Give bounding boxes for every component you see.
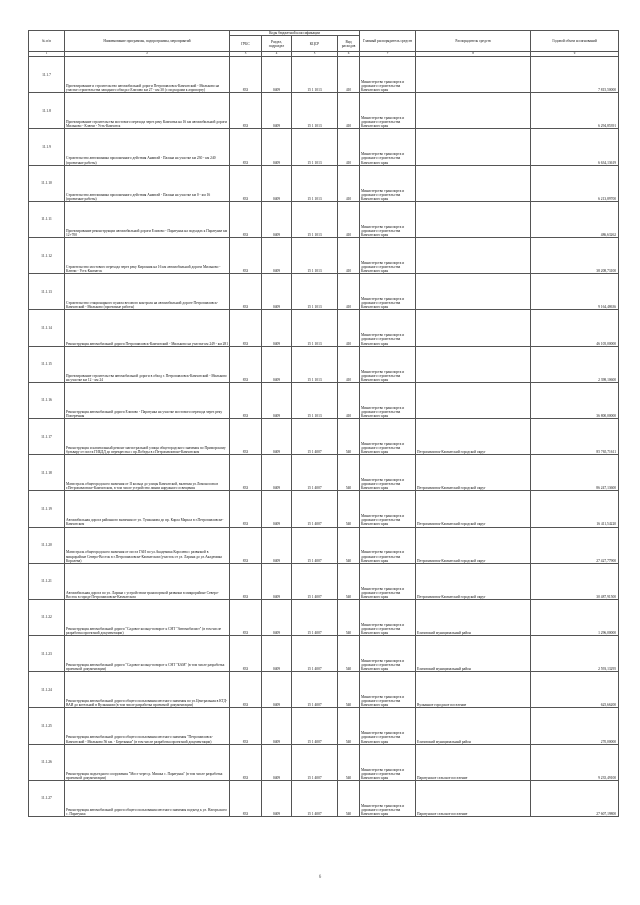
annual-volume: 38 208,73100 xyxy=(531,238,619,274)
main-manager: Министерство транспорта и дорожного строительства Камчатского края xyxy=(360,708,416,744)
main-manager: Министерство транспорта и дорожного строительства Камчатского края xyxy=(360,599,416,635)
grbs-code: 833 xyxy=(230,129,262,165)
row-number: 11.1.24 xyxy=(29,672,65,708)
annual-volume: 85 765,71611 xyxy=(531,418,619,454)
main-manager: Министерство транспорта и дорожного строительства Камчатского края xyxy=(360,780,416,816)
table-row xyxy=(29,780,619,816)
section-code: 0409 xyxy=(262,744,292,780)
measure-name: Магистраль общегородского значения от поста ГАИ по ул.Академика Королева с развязкой в микрорайоне Северо-Восток в г.Петропавловске-Камчатском (участок от ул. Ларина до ул.Академика Королева) xyxy=(65,527,230,563)
budget-table-page xyxy=(28,30,618,817)
column-index: 1 xyxy=(29,52,65,57)
annual-volume: 9 235,49100 xyxy=(531,744,619,780)
main-manager: Министерство транспорта и дорожного строительства Камчатского края xyxy=(360,491,416,527)
table-row xyxy=(29,708,619,744)
row-number: 11.1.18 xyxy=(29,455,65,491)
section-code: 0409 xyxy=(262,708,292,744)
expense-type-code: 540 xyxy=(338,527,360,563)
column-index: 4 xyxy=(262,52,292,57)
main-manager: Министерство транспорта и дорожного строительства Камчатского края xyxy=(360,165,416,201)
row-number: 11.1.10 xyxy=(29,165,65,201)
grbs-code: 833 xyxy=(230,93,262,129)
fund-manager xyxy=(416,93,531,129)
grbs-code: 833 xyxy=(230,744,262,780)
column-index: 5 xyxy=(292,52,338,57)
annual-volume: 46 105,00000 xyxy=(531,310,619,346)
annual-volume: 36 800,00000 xyxy=(531,382,619,418)
main-manager: Министерство транспорта и дорожного строительства Камчатского края xyxy=(360,57,416,93)
grbs-code: 833 xyxy=(230,57,262,93)
measure-name: Строительство автозимника проложенного действия Анавгай - Палана на участке км 230 - км 240 (проектные работы) xyxy=(65,129,230,165)
annual-volume: 7 815,50000 xyxy=(531,57,619,93)
measure-name: Реконструкция автомобильной дороги Елизово - Паратунка на участке мостового перехода через реку Поперечная xyxy=(65,382,230,418)
grbs-code: 833 xyxy=(230,672,262,708)
grbs-code: 833 xyxy=(230,238,262,274)
table-row xyxy=(29,346,619,382)
main-manager: Министерство транспорта и дорожного строительства Камчатского края xyxy=(360,274,416,310)
section-code: 0409 xyxy=(262,382,292,418)
section-code: 0409 xyxy=(262,238,292,274)
target-article-code: 15 1 4007 xyxy=(292,527,338,563)
column-index: 2 xyxy=(65,52,230,57)
fund-manager xyxy=(416,165,531,201)
section-code: 0409 xyxy=(262,165,292,201)
fund-manager: Елизовский муниципальный район xyxy=(416,708,531,744)
header-name: Наименование программы, подпрограммы, мероприятий xyxy=(65,31,230,52)
row-number: 11.1.12 xyxy=(29,238,65,274)
section-code: 0409 xyxy=(262,455,292,491)
section-code: 0409 xyxy=(262,563,292,599)
fund-manager: Паратунское сельское поселение xyxy=(416,744,531,780)
row-number: 11.1.23 xyxy=(29,636,65,672)
measure-name: Проектирование строительства мостового перехода через реку Камчатка на 16 км автомобильной дороги Мильково - Ключи - Усть-Камчатск xyxy=(65,93,230,129)
annual-volume: 27 427,77900 xyxy=(531,527,619,563)
expense-type-code: 410 xyxy=(338,238,360,274)
grbs-code: 833 xyxy=(230,165,262,201)
measure-name: Реконструкция автомобильной дороги общего пользования местного значения "Петропавловск-Камчатский - Мильково 56 км. - Березняки" (в том числе разработка проектной документации) xyxy=(65,708,230,744)
table-row xyxy=(29,201,619,237)
table-body xyxy=(29,57,619,817)
section-code: 0409 xyxy=(262,346,292,382)
grbs-code: 833 xyxy=(230,310,262,346)
annual-volume: 6 634,13619 xyxy=(531,129,619,165)
main-manager: Министерство транспорта и дорожного строительства Камчатского края xyxy=(360,563,416,599)
target-article-code: 15 1 4007 xyxy=(292,636,338,672)
expense-type-code: 540 xyxy=(338,455,360,491)
row-number: 11.1.8 xyxy=(29,93,65,129)
expense-type-code: 410 xyxy=(338,346,360,382)
table-row xyxy=(29,636,619,672)
grbs-code: 833 xyxy=(230,599,262,635)
fund-manager xyxy=(416,129,531,165)
target-article-code: 15 1 1013 xyxy=(292,57,338,93)
annual-volume: 30 487,91500 xyxy=(531,563,619,599)
fund-manager: Елизовский муниципальный район xyxy=(416,636,531,672)
row-number: 11.1.16 xyxy=(29,382,65,418)
annual-volume: 9 164,48636 xyxy=(531,274,619,310)
section-code: 0409 xyxy=(262,93,292,129)
row-number: 11.1.20 xyxy=(29,527,65,563)
table-row xyxy=(29,563,619,599)
table-row xyxy=(29,310,619,346)
measure-name: Проектирование строительства автомобильной дороги в обход г. Петропавловск-Камчатский - Мильково на участке км 12 - км 24 xyxy=(65,346,230,382)
fund-manager: Паратунское сельское поселение xyxy=(416,780,531,816)
target-article-code: 15 1 1013 xyxy=(292,238,338,274)
section-code: 0409 xyxy=(262,672,292,708)
expense-type-code: 540 xyxy=(338,599,360,635)
expense-type-code: 540 xyxy=(338,563,360,599)
annual-volume: 1 296,00000 xyxy=(531,599,619,635)
main-manager: Министерство транспорта и дорожного строительства Камчатского края xyxy=(360,527,416,563)
header-executor: Распорядитель средств xyxy=(416,31,531,52)
header-responsible: Главный распорядитель средств xyxy=(360,31,416,52)
row-number: 11.1.26 xyxy=(29,744,65,780)
grbs-code: 833 xyxy=(230,780,262,816)
grbs-code: 833 xyxy=(230,201,262,237)
fund-manager xyxy=(416,238,531,274)
table-row xyxy=(29,527,619,563)
target-article-code: 15 1 1013 xyxy=(292,201,338,237)
measure-name: Магистраль общегородского значения от II кольца до улицы Камчатской, включая ул.Ломоносова в г.Петропавловске-Камчатском, в том числе устройство линии наружного освещения xyxy=(65,455,230,491)
measure-name: Строительство мостового перехода через реку Кирганик на 16 км автомобильной дороги Мильково - Ключи - Усть-Камчатск xyxy=(65,238,230,274)
main-manager: Министерство транспорта и дорожного строительства Камчатского края xyxy=(360,672,416,708)
row-number: 11.1.21 xyxy=(29,563,65,599)
fund-manager: Петропавловск-Камчатский городской округ xyxy=(416,563,531,599)
expense-type-code: 410 xyxy=(338,93,360,129)
section-code: 0409 xyxy=(262,491,292,527)
fund-manager xyxy=(416,310,531,346)
target-article-code: 15 1 1013 xyxy=(292,310,338,346)
header-grbs: ГРБС xyxy=(230,36,262,52)
annual-volume: 6 213,89700 xyxy=(531,165,619,201)
fund-manager: Петропавловск-Камчатский городской округ xyxy=(416,527,531,563)
header-codes-group: Коды бюджетной классификации xyxy=(230,31,360,36)
table-row xyxy=(29,491,619,527)
column-index: 8 xyxy=(416,52,531,57)
fund-manager xyxy=(416,346,531,382)
table-row xyxy=(29,93,619,129)
fund-manager xyxy=(416,57,531,93)
expense-type-code: 540 xyxy=(338,491,360,527)
target-article-code: 15 1 1013 xyxy=(292,274,338,310)
expense-type-code: 540 xyxy=(338,708,360,744)
main-manager: Министерство транспорта и дорожного строительства Камчатского края xyxy=(360,455,416,491)
expense-type-code: 410 xyxy=(338,382,360,418)
grbs-code: 833 xyxy=(230,636,262,672)
main-manager: Министерство транспорта и дорожного строительства Камчатского края xyxy=(360,346,416,382)
grbs-code: 833 xyxy=(230,563,262,599)
measure-name: Проектирование и строительство автомобильной дороги Петропавловск-Камчатский - Мильково на участке строительства западного обхода г.Елизово км 27 - км 30 (с подходами к аэропорту) xyxy=(65,57,230,93)
main-manager: Министерство транспорта и дорожного строительства Камчатского края xyxy=(360,201,416,237)
fund-manager: Петропавловск-Камчатский городской округ xyxy=(416,455,531,491)
table-row xyxy=(29,672,619,708)
annual-volume: 16 411,54220 xyxy=(531,491,619,527)
measure-name: Реконструкция автомобильной дороги "Садовое кольцо-поворот к СНТ "БАМ" (в том числе разработка проектной документации) xyxy=(65,636,230,672)
row-number: 11.1.22 xyxy=(29,599,65,635)
fund-manager xyxy=(416,382,531,418)
expense-type-code: 410 xyxy=(338,201,360,237)
table-row xyxy=(29,744,619,780)
row-number: 11.1.14 xyxy=(29,310,65,346)
measure-name: Реконструкция автомобильной дороги Петропавловск-Камчатский - Мильково на участке км 249 - км 281 xyxy=(65,310,230,346)
measure-name: Реконструкция автомобильной дороги общего пользования местного значения подъезд к ул. Нагорьского с. Паратунка xyxy=(65,780,230,816)
target-article-code: 15 1 4007 xyxy=(292,672,338,708)
table-row xyxy=(29,382,619,418)
section-code: 0409 xyxy=(262,201,292,237)
measure-name: Проектирование реконструкции автомобильной дороги Елизово - Паратунка на подходах к Паратунке км 12+700 xyxy=(65,201,230,237)
annual-volume: 270,00000 xyxy=(531,708,619,744)
section-code: 0409 xyxy=(262,57,292,93)
main-manager: Министерство транспорта и дорожного строительства Камчатского края xyxy=(360,636,416,672)
expense-type-code: 540 xyxy=(338,418,360,454)
table-row xyxy=(29,129,619,165)
measure-name: Реконструкция и капитальный ремонт магистральной улицы общегородского значения по Приморскому бульвару от поста ГИБДД до перекрестка с пр.Победы в г.Петропавловске-Камчатском xyxy=(65,418,230,454)
table-row xyxy=(29,599,619,635)
expense-type-code: 410 xyxy=(338,310,360,346)
table-row xyxy=(29,238,619,274)
row-number: 11.1.7 xyxy=(29,57,65,93)
target-article-code: 15 1 1013 xyxy=(292,129,338,165)
table-row xyxy=(29,165,619,201)
main-manager: Министерство транспорта и дорожного строительства Камчатского края xyxy=(360,129,416,165)
header-volume: Годовой объем ассигнований xyxy=(531,31,619,52)
expense-type-code: 540 xyxy=(338,744,360,780)
expense-type-code: 410 xyxy=(338,129,360,165)
annual-volume: 486,63262 xyxy=(531,201,619,237)
section-code: 0409 xyxy=(262,418,292,454)
grbs-code: 833 xyxy=(230,274,262,310)
section-code: 0409 xyxy=(262,274,292,310)
target-article-code: 15 1 4007 xyxy=(292,491,338,527)
page-number: 6 xyxy=(318,875,322,880)
measure-name: Реконструкция подъездного сооружения "Мост через р. Мишка с. Паратунка" (в том числе разработка проектной документации) xyxy=(65,744,230,780)
table-row xyxy=(29,455,619,491)
header-ktsr: КЦСР xyxy=(292,36,338,52)
column-index: 3 xyxy=(230,52,262,57)
main-manager: Министерство транспорта и дорожного строительства Камчатского края xyxy=(360,744,416,780)
grbs-code: 833 xyxy=(230,491,262,527)
section-code: 0409 xyxy=(262,599,292,635)
expense-type-code: 540 xyxy=(338,672,360,708)
measure-name: Реконструкция автомобильной дороги общего пользования местного значения по ул.Центральная в КТД-ВАИ до котельной в Вулканном (в том числе разработка проектной документации) xyxy=(65,672,230,708)
target-article-code: 15 1 4007 xyxy=(292,599,338,635)
row-number: 11.1.19 xyxy=(29,491,65,527)
annual-volume: 2 593,13295 xyxy=(531,636,619,672)
target-article-code: 15 1 4007 xyxy=(292,418,338,454)
grbs-code: 833 xyxy=(230,455,262,491)
row-number: 11.1.11 xyxy=(29,201,65,237)
target-article-code: 15 1 4007 xyxy=(292,455,338,491)
target-article-code: 15 1 4007 xyxy=(292,563,338,599)
main-manager: Министерство транспорта и дорожного строительства Камчатского края xyxy=(360,310,416,346)
fund-manager: Петропавловск-Камчатский городской округ xyxy=(416,491,531,527)
main-manager: Министерство транспорта и дорожного строительства Камчатского края xyxy=(360,93,416,129)
grbs-code: 833 xyxy=(230,527,262,563)
table-row xyxy=(29,418,619,454)
annual-volume: 2 398,10600 xyxy=(531,346,619,382)
expense-type-code: 540 xyxy=(338,636,360,672)
table-row xyxy=(29,57,619,93)
grbs-code: 833 xyxy=(230,708,262,744)
section-code: 0409 xyxy=(262,527,292,563)
row-number: 11.1.25 xyxy=(29,708,65,744)
row-number: 11.1.9 xyxy=(29,129,65,165)
target-article-code: 15 1 4007 xyxy=(292,780,338,816)
section-code: 0409 xyxy=(262,310,292,346)
column-index: 7 xyxy=(360,52,416,57)
annual-volume: 27 607,19800 xyxy=(531,780,619,816)
row-number: 11.1.13 xyxy=(29,274,65,310)
fund-manager: Вулканное городское поселение xyxy=(416,672,531,708)
section-code: 0409 xyxy=(262,780,292,816)
header-razdel: Раздел, подраздел xyxy=(262,36,292,52)
fund-manager xyxy=(416,274,531,310)
target-article-code: 15 1 1013 xyxy=(292,93,338,129)
annual-volume: 6 294,85391 xyxy=(531,93,619,129)
header-no: № п/п xyxy=(29,31,65,52)
grbs-code: 833 xyxy=(230,418,262,454)
header-vid: Вид расходов xyxy=(338,36,360,52)
column-index: 6 xyxy=(338,52,360,57)
target-article-code: 15 1 4007 xyxy=(292,708,338,744)
target-article-code: 15 1 1013 xyxy=(292,165,338,201)
annual-volume: 86 247,13600 xyxy=(531,455,619,491)
expense-type-code: 410 xyxy=(338,57,360,93)
grbs-code: 833 xyxy=(230,346,262,382)
target-article-code: 15 1 4007 xyxy=(292,744,338,780)
measure-name: Строительство автозимника проложенного действия Анавгай - Палана на участке км 0 - км 16 (проектные работы) xyxy=(65,165,230,201)
fund-manager: Петропавловск-Камчатский городской округ xyxy=(416,418,531,454)
row-number: 11.1.17 xyxy=(29,418,65,454)
grbs-code: 833 xyxy=(230,382,262,418)
measure-name: Строительство стационарного пункта весового контроля на автомобильной дороге Петропавловск-Камчатский - Мильково (проектные работы) xyxy=(65,274,230,310)
main-manager: Министерство транспорта и дорожного строительства Камчатского края xyxy=(360,418,416,454)
section-code: 0409 xyxy=(262,636,292,672)
target-article-code: 15 1 1013 xyxy=(292,346,338,382)
expense-type-code: 540 xyxy=(338,780,360,816)
main-manager: Министерство транспорта и дорожного строительства Камчатского края xyxy=(360,382,416,418)
measure-name: Автомобильная дорога районного значения от ул. Тушканова до пр. Карла Маркса в г.Петропавловске-Камчатском xyxy=(65,491,230,527)
fund-manager xyxy=(416,201,531,237)
main-manager: Министерство транспорта и дорожного строительства Камчатского края xyxy=(360,238,416,274)
annual-volume: 625,66200 xyxy=(531,672,619,708)
column-index: 9 xyxy=(531,52,619,57)
measure-name: Реконструкция автомобильной дороги "Садовое кольцо-поворот к СНТ "Автомобилист" (в том числе разработка проектной документации) xyxy=(65,599,230,635)
section-code: 0409 xyxy=(262,129,292,165)
target-article-code: 15 1 1013 xyxy=(292,382,338,418)
expense-type-code: 410 xyxy=(338,165,360,201)
row-number: 11.1.27 xyxy=(29,780,65,816)
measure-name: Автомобильная дорога по ул. Ларина с устройством транспортной развязки в микрорайоне Северо-Восток в городе Петропавловске-Камчатском xyxy=(65,563,230,599)
expense-type-code: 410 xyxy=(338,274,360,310)
budget-table xyxy=(28,30,619,817)
fund-manager: Елизовский муниципальный район xyxy=(416,599,531,635)
row-number: 11.1.15 xyxy=(29,346,65,382)
table-row xyxy=(29,274,619,310)
